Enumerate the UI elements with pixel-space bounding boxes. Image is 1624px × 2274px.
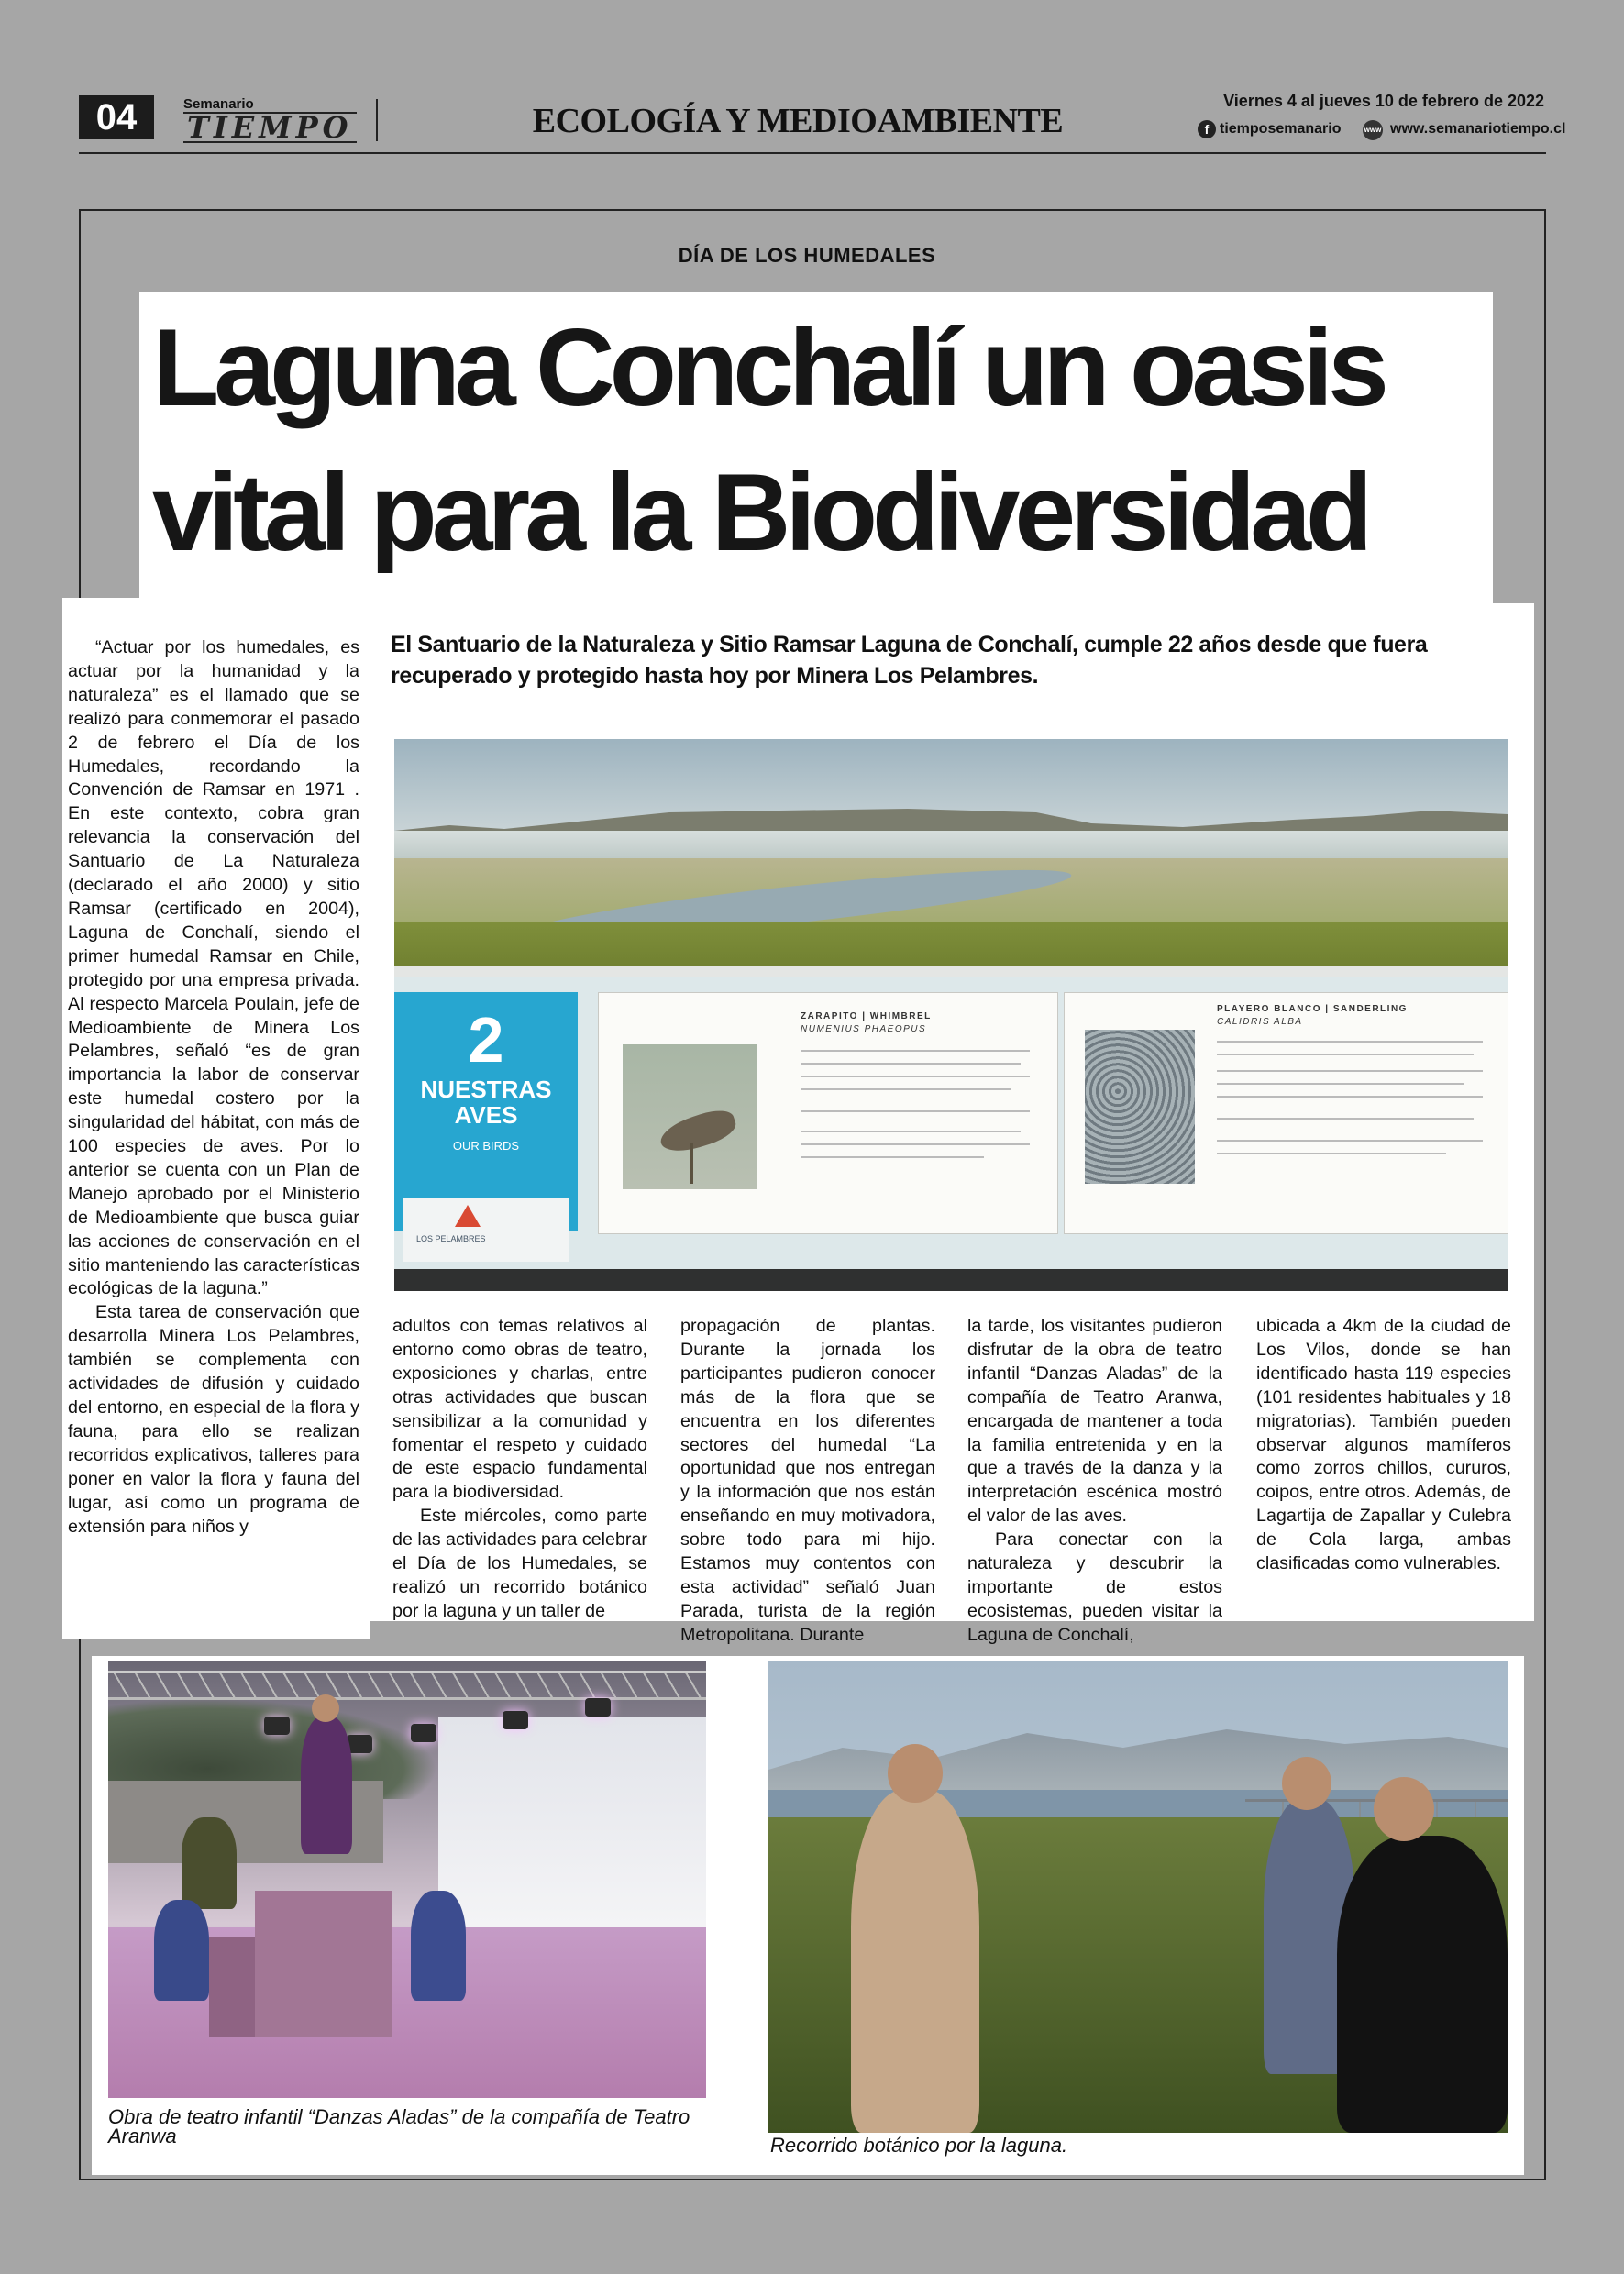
card-text-line (801, 1110, 1030, 1112)
facebook-handle[interactable]: tiemposemanario (1220, 121, 1342, 137)
page-number: 04 (79, 95, 154, 139)
stage-light-icon (585, 1698, 611, 1717)
paragraph: propagación de plantas. Durante la jornada los participantes pudieron conocer más de la flora que se encuentra en los diferentes sectores del humedal “La oportunidad que nos entregan y la información que nos están enseñando en muy motivadora, sobre todo para mi hijo. Estamos muy contentos con esta actividad” señaló Juan Parada, turista de la región Metropolitana. Durante (680, 1316, 935, 1645)
card-text-line (801, 1131, 1021, 1132)
article-column-1 (68, 636, 359, 1539)
stage-light-icon (503, 1711, 528, 1729)
card-text-line (801, 1143, 1030, 1145)
article-column-3 (680, 1315, 935, 1648)
sign-subtitle: OUR BIRDS (452, 1139, 520, 1153)
article-kicker: DÍA DE LOS HUMEDALES (678, 244, 936, 267)
photo-caption-tour: Recorrido botánico por la laguna. (770, 2134, 1068, 2157)
visitor-head (1282, 1757, 1331, 1810)
paragraph: “Actuar por los humedales, es actuar por la humanidad y la naturaleza” es el llamado que se realizó para conmemorar el pasado 2 de febrero el Día de los Humedales, recordando la Convención de Ramsar en 1971 . En este contexto, cobra gran relevancia la conservación del Santuario de La Naturaleza (declarado el año 2000) y sitio Ramsar (certificado en 2004), Laguna de Conchalí, siendo el primer humedal Ramsar en Chile, protegido por una empresa privada. Al respecto Marcela Poulain, jefe de Medioambiente de Minera Los Pelambres, señaló “es de gran importancia la labor de conservar este humedal costero por la singularidad del hábitat, con más de 100 especies de aves. Por lo anterior se cuenta con un Plan de Manejo aprobado por el Ministerio de Medioambiente que busca guiar las acciones de conservación en el sitio manteniendo las características ecológicas de la laguna.” (68, 637, 359, 1299)
section-title: ECOLOGÍA Y MEDIOAMBIENTE (532, 102, 1064, 140)
headline (152, 295, 1491, 585)
card2-subtitle: CALIDRIS ALBA (1217, 1017, 1303, 1027)
card-text-line (801, 1156, 984, 1158)
paragraph: ubicada a 4km de la ciudad de Los Vilos, donde se han identificado hasta 119 especies (101 residentes habituales y 18 migratorias). También pueden observar algunos mamíferos como zorros chillos, cururos, coipos, entre otros. Además, de Lagartija de Zapallar y Culebra de Cola larga, ambas clasificadas como vulnerables. (1256, 1316, 1511, 1574)
paragraph: Para conectar con la naturaleza y descubrir la importante de estos ecosistemas, pueden visitar la Laguna de Conchalí, (967, 1529, 1222, 1645)
lagoon-sign-photo (394, 739, 1508, 1291)
card-text-line (1217, 1054, 1474, 1055)
paragraph: la tarde, los visitantes pudieron disfrutar de la obra de teatro infantil “Danzas Aladas” de la compañía de Teatro Aranwa, encargada de mantener a toda la familia entretenida y en la que a través de la danza y la interpretación escénica mostró el valor de las aves. (967, 1316, 1222, 1527)
header-rule (79, 152, 1546, 154)
sky (438, 1717, 706, 1927)
sign-title-2: AVES (454, 1101, 518, 1129)
bird-leg (690, 1143, 693, 1184)
pelambres-logo (403, 1198, 569, 1262)
logo-text: LOS PELAMBRES (416, 1234, 486, 1243)
article-column-2 (392, 1315, 647, 1624)
dancer-figure (411, 1891, 466, 2001)
bird-icon (657, 1105, 739, 1158)
card-text-line (801, 1076, 1030, 1077)
card-text-line (1217, 1083, 1464, 1085)
headline-line-2: vital para la Biodiversidad (152, 451, 1368, 574)
railing (394, 966, 1508, 977)
stage-light-icon (264, 1717, 290, 1735)
header-divider (376, 99, 378, 141)
card1-title: ZARAPITO | WHIMBREL (801, 1011, 932, 1021)
railing-shadow (394, 1269, 1508, 1291)
article-lead: El Santuario de la Naturaleza y Sitio Ramsar Laguna de Conchalí, cumple 22 años desde que fuera recuperado y protegido hasta hoy por Minera Los Pelambres. (391, 632, 1428, 689)
card1-subtitle: NUMENIUS PHAEOPUS (801, 1024, 927, 1034)
sign-title-1: NUESTRAS (420, 1076, 552, 1103)
logo-mark-icon (455, 1205, 481, 1227)
card-text-line (801, 1088, 1011, 1090)
visitor-head (1374, 1777, 1434, 1841)
dancer-figure (182, 1817, 237, 1909)
card-text-line (1217, 1070, 1483, 1072)
card2-title: PLAYERO BLANCO | SANDERLING (1217, 1004, 1408, 1014)
card-text-line (801, 1063, 1021, 1065)
stage-light-icon (411, 1724, 436, 1742)
facebook-icon: f (1198, 120, 1216, 138)
sanderling-flock-photo (1085, 1030, 1195, 1184)
stage-prop (255, 1891, 392, 2037)
paragraph: Este miércoles, como parte de las actividades para celebrar el Día de los Humedales, se realizó un recorrido botánico por la laguna y un taller de (392, 1506, 647, 1621)
social-links (1198, 119, 1566, 143)
card-text-line (1217, 1041, 1483, 1043)
paragraph: Esta tarea de conservación que desarrolla Minera Los Pelambres, también se complementa con actividades de difusión y cuidado del entorno, en especial de la flora y fauna, para ello se realizan recorridos explicativos, talleres para poner en valor la flora y fauna del lugar, así como un programa de extensión para niños y (68, 1302, 359, 1537)
card-text-line (801, 1050, 1030, 1052)
brand-prefix: Semanario (183, 96, 254, 112)
article-column-4 (967, 1315, 1222, 1648)
dancer-figure (154, 1900, 209, 2001)
card-text-line (1217, 1118, 1474, 1120)
visitor-figure (1337, 1836, 1508, 2133)
website-link[interactable]: www.semanariotiempo.cl (1390, 121, 1566, 137)
card-text-line (1217, 1140, 1483, 1142)
dancer-figure (301, 1717, 352, 1854)
botanical-tour-photo (768, 1661, 1508, 2133)
theater-photo (108, 1661, 706, 2098)
dancer-head (312, 1694, 339, 1722)
brand-logo: TIEMPO (183, 112, 357, 143)
whimbrel-photo (623, 1044, 757, 1189)
card-text-line (1217, 1153, 1446, 1154)
sign-title-panel (394, 992, 578, 1231)
sign-card-sanderling (1064, 992, 1508, 1234)
issue-date: Viernes 4 al jueves 10 de febrero de 2022 (1223, 92, 1544, 110)
article-column-5 (1256, 1315, 1511, 1576)
headline-line-1: Laguna Conchalí un oasis (152, 306, 1384, 429)
globe-icon: www (1363, 120, 1383, 140)
guide-head (888, 1744, 943, 1803)
card-text-line (1217, 1096, 1483, 1098)
sign-number: 2 (468, 1004, 504, 1076)
sign-card-whimbrel (598, 992, 1058, 1234)
paragraph: adultos con temas relativos al entorno como obras de teatro, exposiciones y charlas, entre otras actividades que buscan sensibilizar a la comunidad y fomentar el respeto y cuidado de este espacio fundamental para la biodiversidad. (392, 1316, 647, 1503)
guide-figure (851, 1790, 979, 2133)
stage-truss (108, 1671, 706, 1700)
photo-caption-theater: Obra de teatro infantil “Danzas Aladas” de la compañía de Teatro Aranwa (108, 2105, 690, 2147)
